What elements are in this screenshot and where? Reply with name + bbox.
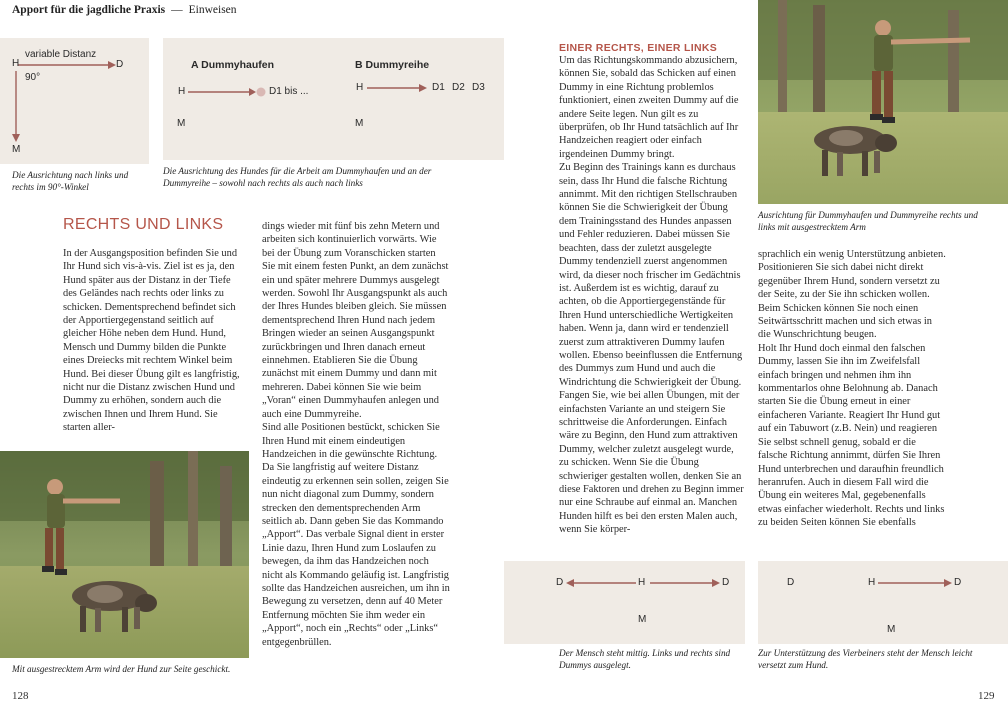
section-heading-einer-rechts-einer-links: EINER RECHTS, EINER LINKS: [559, 42, 718, 54]
diagram2-a-d: D1 bis ...: [269, 86, 309, 97]
diagram2-b-d1: D1: [432, 82, 445, 93]
section2-column2: [758, 248, 946, 530]
photo-right-graphic: [758, 0, 1008, 204]
diagram3-d-right: D: [722, 577, 730, 588]
diagram2-a-h: H: [178, 86, 186, 97]
diagram4-d-left: D: [787, 577, 795, 588]
section1-column2: [262, 220, 451, 649]
diagram2-b-d2: D2: [452, 82, 465, 93]
page-number-right: 129: [978, 690, 995, 702]
diagram2-a-title: A Dummyhaufen: [191, 59, 275, 71]
diagram-person-centered: [504, 561, 745, 644]
photo-handler-and-dog-left: [0, 451, 249, 658]
photo-handler-and-dog-right: [758, 0, 1008, 204]
diagram2-a-m: M: [177, 118, 186, 129]
page-number-left: 128: [12, 690, 29, 702]
chapter-title: Einweisen: [188, 4, 237, 16]
section1-column1: [63, 247, 241, 435]
diagram3-graphic: [504, 561, 745, 644]
header-separator: —: [171, 4, 183, 16]
diagram1-caption: Die Ausrichtung nach links und rechts im 90°-Winkel: [12, 170, 129, 192]
diagram2-b-title: B Dummyreihe: [355, 59, 430, 71]
diagram1-h: H: [12, 58, 20, 69]
diagram1-m: M: [12, 144, 21, 155]
diagram2-b-h: H: [356, 82, 364, 93]
diagram4-caption: Zur Unterstützung des Vierbeiners steht der Mensch leicht versetzt zum Hund.: [758, 648, 973, 670]
photo-left-graphic: [0, 451, 249, 658]
diagram-person-offset: [758, 561, 1008, 644]
diagram4-m: M: [887, 624, 896, 635]
diagram3-caption: Der Mensch steht mittig. Links und rechts sind Dummys ausgelegt.: [559, 648, 731, 670]
diagram2-graphic: [163, 38, 504, 160]
photo-left-caption: Mit ausgestrecktem Arm wird der Hund zur Seite geschickt.: [12, 664, 231, 674]
diagram1-angle-label: 90°: [25, 72, 41, 83]
section1-col2-paragraph-a: dings wieder mit fünf bis zehn Metern und arbeiten sich kontinuierlich vorwärts. Wie bei der Übung zum Voranschicken starten Sie mit einem festen Punkt, an dem zunächst ein und später mehrere Dummys ausgelegt werden. Sowohl Ihr Ausgangspunkt als auch der Ihres Hundes bleiben gleich. Sie müssen dementsprechend Ihren Hund nach jedem Bringen wieder an seinen Ausgangspunkt zurückbringen und Ihren danach erneut einnehmen. Etablieren Sie die Übung zunächst mit einem Dummy und dann mit mehreren. Dabei können Sie wie beim „Voran“ einen Dummyhaufen anlegen und auch eine Dummyreihe.: [262, 221, 449, 420]
book-title: Apport für die jagdliche Praxis: [12, 4, 166, 16]
section-heading-rechts-und-links: RECHTS UND LINKS: [63, 216, 224, 233]
section2-paragraph-c: sprachlich ein wenig Unterstützung anbieten. Positionieren Sie sich dabei nicht direkt gegenüber Ihrem Hund, sondern versetzt zu der Seite, zu der Sie ihn schicken wollen. Beim Schicken können Sie noch einen Seitwärtsschritt machen und sich etwas in die Wunschrichtung beugen.: [758, 249, 946, 341]
diagram4-graphic: [758, 561, 1008, 644]
photo-right-caption: Ausrichtung für Dummyhaufen und Dummyreihe rechts und links mit ausgestrecktem Arm: [758, 210, 978, 232]
section2-paragraph-d: Holt Ihr Hund doch einmal den falschen Dummy, lassen Sie ihn im Zweifelsfall einfach bringen und nehmen ihm ihn kommentarlos ohne Belohnung ab. Danach starten Sie die Übung erneut in einer einfacheren Variante. Reagiert Ihr Hund gut auf ein Tabuwort (z.B. Nein) und reagieren Sie selbst schnell genug, sobald er die falsche Richtung annimmt, dürfen Sie Ihren Hund unterbrechen und daraufhin freundlich heranrufen. Auch in diesem Fall wird die Übung ein weiteres Mal, gegebenenfalls etwas einfacher wiederholt. Rechts und links zu beiden Seiten können Sie ebenfalls: [758, 342, 945, 529]
diagram4-h: H: [868, 577, 876, 588]
diagram-dummy-pile-row: [163, 38, 504, 160]
diagram2-caption: Die Ausrichtung des Hundes für die Arbeit am Dummyhaufen und an der Dummyreihe – sowohl nach rechts als auch nach links: [163, 166, 432, 188]
diagram1-d: D: [116, 59, 124, 70]
diagram2-b-m: M: [355, 118, 364, 129]
diagram2-b-d3: D3: [472, 82, 485, 93]
section2-paragraph-a: Um das Richtungskommando abzusichern, können Sie, sobald das Schicken auf einen Dummy in eine Richtung problemlos funktioniert, einen zweiten Dummy auf die andere Seite legen. Nun gilt es zu überprüfen, ob Ihr Hund tatsächlich auf Ihr Handzeichen reagiert oder einfach irgendeinen Dummy bringt.: [559, 55, 739, 160]
section1-col2-paragraph-b: Sind alle Positionen bestückt, schicken Sie Ihren Hund mit einem eindeutigen Handzeichen in die gewünschte Richtung. Da Sie langfristig auf weitere Distanz eindeutig zu erkennen sein sollen, zeigen Sie nun nicht diagonal zum Dummy, sondern strecken den dementsprechenden Arm seitlich ab. Dann geben Sie das Kommando „Apport“. Das verbale Signal dient in erster Linie dazu, Ihren Hund zum Loslaufen zu bewegen, da ihm das Handzeichen noch nicht als Kommando geläufig ist. Langfristig sollte das Handzeichen ausreichen, um ihn in Bewegung zu versetzen, denn auf 40 Meter Entfernung möchten Sie ihm weder ein „Apport“, noch ein „Rechts“ oder „Links“ entgegenbrüllen.: [262, 422, 450, 648]
running-header: [12, 4, 237, 16]
diagram3-d-left: D: [556, 577, 564, 588]
section2-column1: [559, 54, 745, 537]
section1-col1-paragraph: In der Ausgangsposition befinden Sie und Ihr Hund sich vis-à-vis. Ziel ist es ja, den Hund später aus der Distanz in der Tiefe des Geländes nach rechts oder links zu schicken. Dementsprechend befindet sich der Apportiergegenstand seitlich auf gleicher Höhe neben dem Hund. Hund, Mensch und Dummy bilden die Punkte eines Dreiecks mit rechtem Winkel beim Hund. Bei dieser Übung gilt es langfristig, nicht nur die Distanz zwischen Hund und Dummy zu erhöhen, sondern auch die zwischen Ihnen und Ihrem Hund. Sie starten aller-: [63, 248, 240, 434]
diagram-90-degree: [0, 38, 149, 164]
section2-paragraph-b: Zu Beginn des Trainings kann es durchaus sein, dass Ihr Hund die falsche Richtung annimmt. Mit den richtigen Stellschrauben können Sie die Schwierigkeit der Übung dem Trainingsstand des Hundes anpassen und Fehler reduzieren. Dabei müssen Sie beachten, dass der zuletzt ausgelegte Dummy tendenziell zuerst angenommen wird, da dieser noch frischer im Gedächtnis ist. Außerdem ist es wichtig, darauf zu achten, ob die Apportiergegenstände für Ihren Hund unterschiedliche Wertigkeiten haben. Wenn ja, dann wird er tendenziell zuerst zum attraktiveren Dummy laufen wollen. Ebenso beeinflussen die Entfernung des Dummys zum Hund und auch die Windrichtung die Schwierigkeit der Übung. Fangen Sie, wie bei allen Übungen, mit der einfachsten Variante an und steigern Sie schrittweise die Anforderungen. Einfach wäre zu Beginn, den Hund zum attraktiven Dummy, welcher zuletzt ausgelegt wurde, zu schicken. Wenn Sie die Übung schwieriger gestalten wollen, denken Sie an diese Faktoren und drehen zu Beginn immer nur eine Schraube auf einmal an. Manchen Hunden hilft es bei den ersten Malen auch, wenn Sie körper-: [559, 162, 744, 536]
diagram3-m: M: [638, 614, 647, 625]
diagram1-distance-label: variable Distanz: [25, 49, 97, 60]
diagram4-d-right: D: [954, 577, 962, 588]
diagram3-h: H: [638, 577, 646, 588]
